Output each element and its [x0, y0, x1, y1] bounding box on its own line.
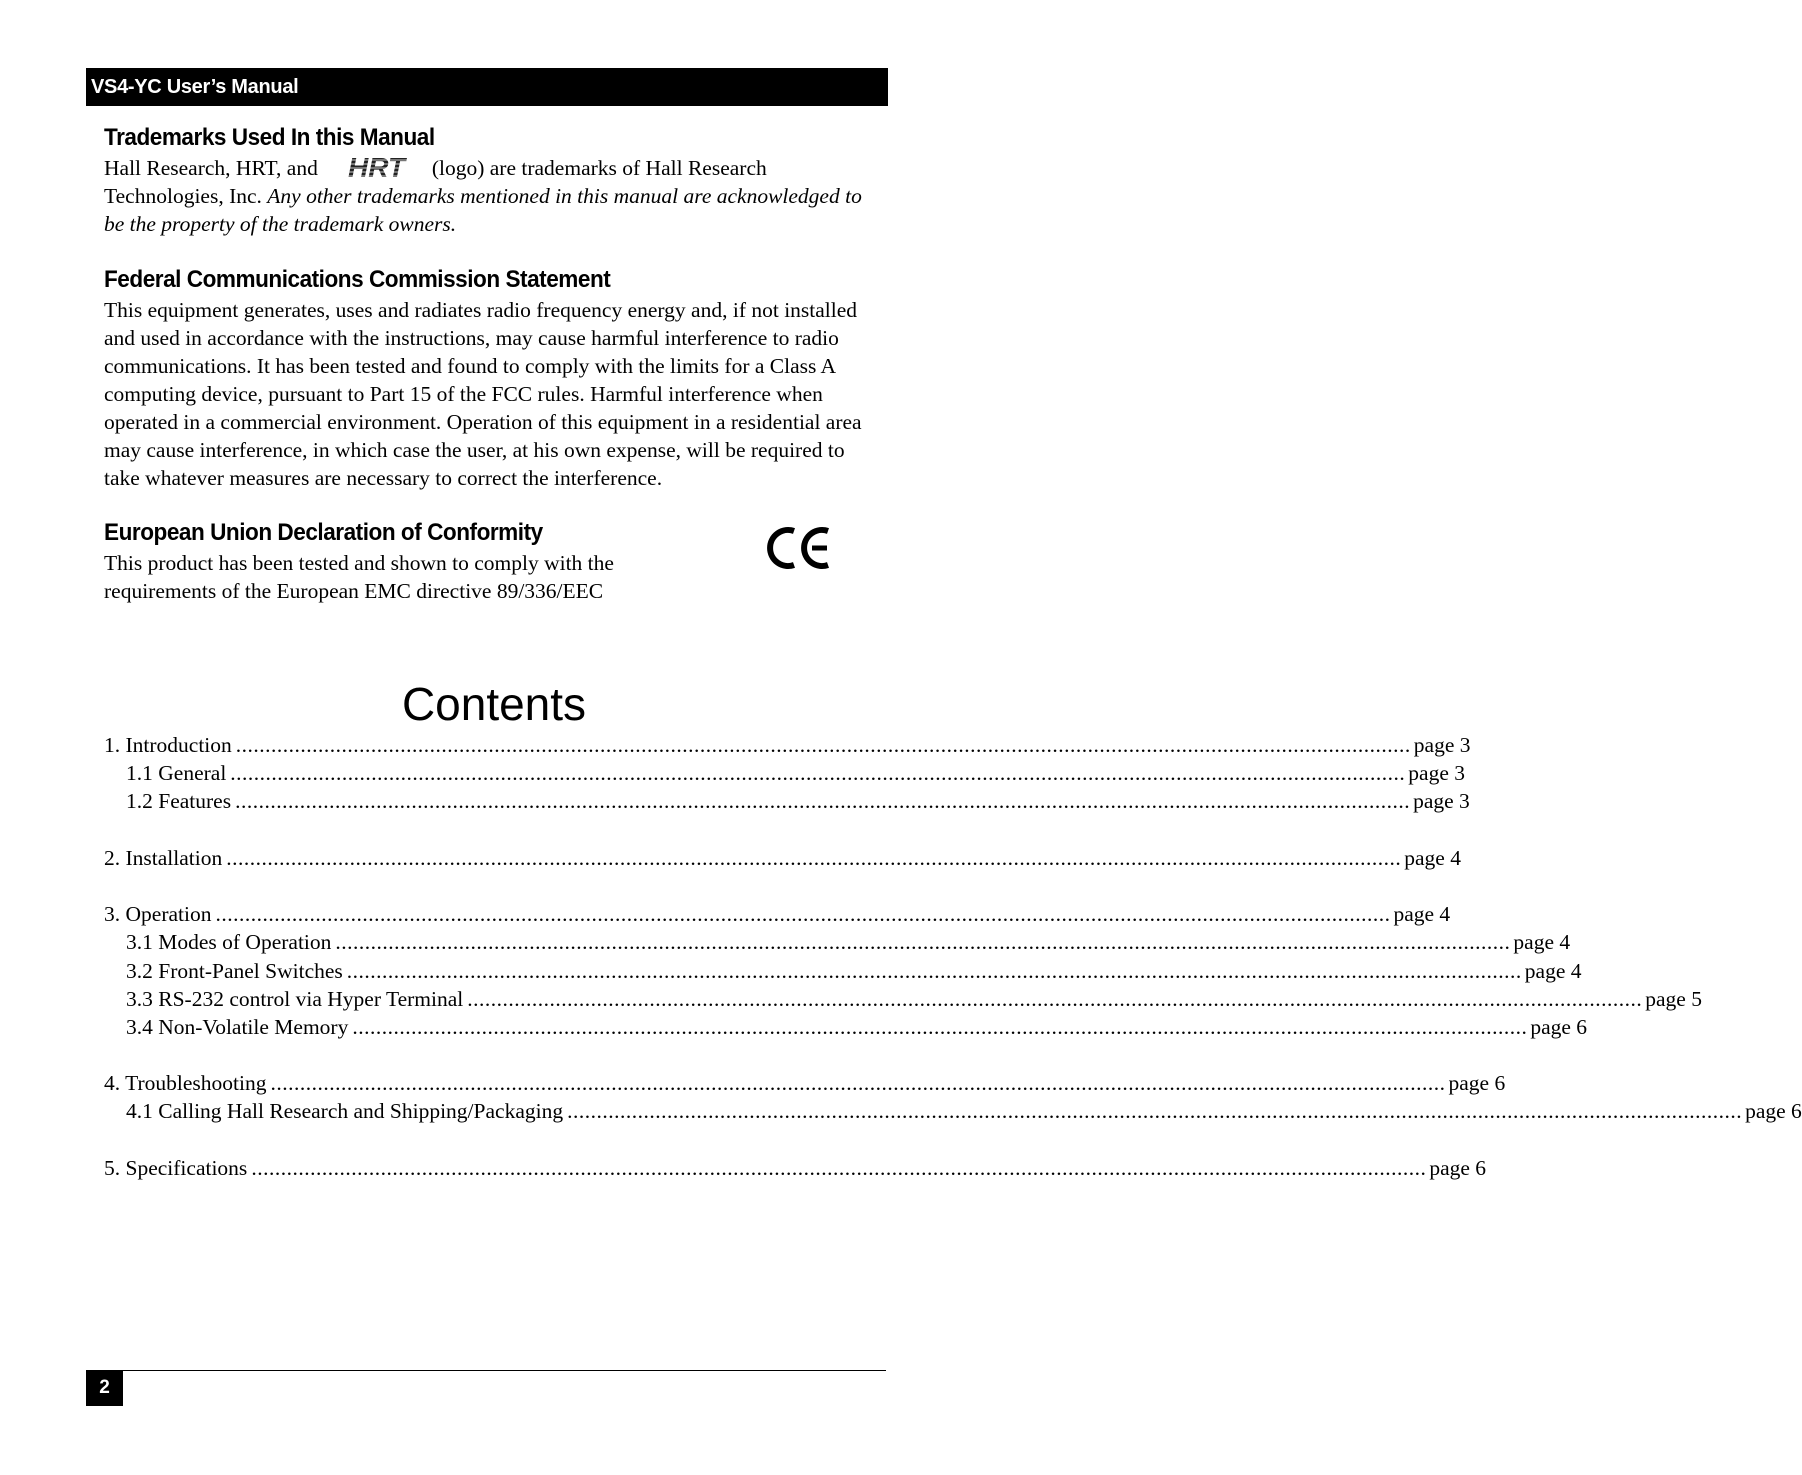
toc-entry-label: 4.1 Calling Hall Research and Shipping/Packaging [126, 1099, 564, 1124]
toc-entry-page: page 3 [1408, 761, 1466, 786]
toc-entry-page: page 6 [1429, 1155, 1487, 1180]
toc-entry-page: page 6 [1448, 1071, 1506, 1096]
toc-entry-page: page 6 [1530, 1014, 1588, 1039]
hrt-logo-icon [346, 152, 418, 184]
toc-leader-dots: ........................................................................................................................................................................................................ [335, 930, 1511, 955]
toc-entry[interactable] [104, 731, 1471, 759]
toc-leader-dots: ........................................................................................................................................................................................................ [215, 902, 1391, 927]
footer-rule [86, 1370, 886, 1371]
toc-leader-dots: ........................................................................................................................................................................................................ [467, 986, 1643, 1011]
toc-entry-page: page 4 [1404, 845, 1461, 870]
toc-entry-page: page 6 [1745, 1099, 1802, 1124]
toc-entry-label: 4. Troubleshooting [104, 1071, 267, 1096]
eu-line-1: This product has been tested and shown to comply with the [104, 551, 614, 575]
toc-entry-label: 1.1 General [126, 761, 227, 786]
trademarks-heading: Trademarks Used In this Manual [104, 124, 435, 151]
trademarks-paragraph [104, 154, 874, 238]
fcc-heading: Federal Communications Commission Statement [104, 266, 611, 293]
toc-leader-dots: ........................................................................................................................................................................................................ [235, 789, 1411, 814]
trademarks-italic-note: Any other trademarks mentioned in this manual are acknowledged to be the property of the trademark owners. [104, 184, 862, 236]
toc-entry-label: 2. Installation [104, 845, 223, 870]
running-header [86, 68, 888, 106]
manual-title: VS4-YC User’s Manual [91, 76, 299, 98]
toc-entry-label: 3.4 Non-Volatile Memory [126, 1014, 349, 1039]
eu-line-2: requirements of the European EMC directive 89/336/EEC [104, 579, 604, 603]
toc-entry-label: 1.2 Features [126, 789, 232, 814]
toc-entry[interactable] [104, 1069, 1506, 1097]
toc-entry-label: 3.3 RS-232 control via Hyper Terminal [126, 986, 464, 1011]
eu-section [104, 517, 874, 605]
toc-entry-page: page 4 [1524, 958, 1582, 983]
table-of-contents [104, 731, 1802, 1182]
toc-leader-dots: ........................................................................................................................................................................................................ [251, 1155, 1427, 1180]
eu-paragraph [104, 549, 874, 605]
toc-entry[interactable] [104, 957, 1582, 985]
toc-entry[interactable] [104, 759, 1466, 787]
toc-entry-label: 3.2 Front-Panel Switches [126, 958, 343, 983]
toc-entry[interactable] [104, 1013, 1588, 1041]
toc-entry-label: 5. Specifications [104, 1155, 248, 1180]
toc-entry-page: page 5 [1645, 986, 1702, 1011]
trademarks-text-start: Hall Research, HRT, and [104, 156, 318, 180]
toc-leader-dots: ........................................................................................................................................................................................................ [352, 1014, 1528, 1039]
toc-leader-dots: ........................................................................................................................................................................................................ [230, 761, 1406, 786]
toc-entry[interactable] [104, 1154, 1487, 1182]
toc-entry-label: 1. Introduction [104, 733, 232, 757]
fcc-paragraph: This equipment generates, uses and radiates radio frequency energy and, if not installed and used in accordance with the instructions, may cause harmful interference to radio communications. It has been tested and found to comply with the limits for a Class A computing device, pursuant to Part 15 of the FCC rules. Harmful interference when operated in a commercial environment. Operation of this equipment in a residential area may cause interference, in which case the user, at his own expense, will be required to take whatever measures are necessary to correct the interference. [104, 298, 862, 490]
toc-entry[interactable] [104, 928, 1571, 956]
ce-mark-icon [764, 523, 834, 573]
contents-heading: Contents [401, 678, 587, 730]
hrt-logo-text: HRT [347, 152, 405, 184]
toc-leader-dots: ........................................................................................................................................................................................................ [235, 733, 1411, 757]
toc-entry-label: 3. Operation [104, 902, 212, 927]
eu-heading: European Union Declaration of Conformity [104, 519, 543, 546]
page-content [104, 122, 1802, 1182]
toc-entry-page: page 4 [1513, 930, 1571, 955]
toc-entry[interactable] [104, 1097, 1802, 1125]
toc-leader-dots: ........................................................................................................................................................................................................ [567, 1099, 1743, 1124]
toc-entry[interactable] [104, 844, 1461, 872]
trademarks-text-end: (logo) are trademarks of Hall Research Technologies, Inc. [104, 156, 767, 208]
toc-entry-page: page 3 [1413, 733, 1471, 757]
toc-entry[interactable] [104, 985, 1702, 1013]
toc-entry-page: page 4 [1393, 902, 1451, 927]
toc-entry[interactable] [104, 900, 1451, 928]
toc-leader-dots: ........................................................................................................................................................................................................ [270, 1071, 1446, 1096]
page-number: 2 [86, 1370, 123, 1406]
toc-entry[interactable] [104, 787, 1470, 815]
toc-leader-dots: ........................................................................................................................................................................................................ [346, 958, 1522, 983]
toc-leader-dots: ........................................................................................................................................................................................................ [226, 845, 1402, 870]
toc-entry-label: 3.1 Modes of Operation [126, 930, 332, 955]
toc-entry-page: page 3 [1413, 789, 1470, 814]
